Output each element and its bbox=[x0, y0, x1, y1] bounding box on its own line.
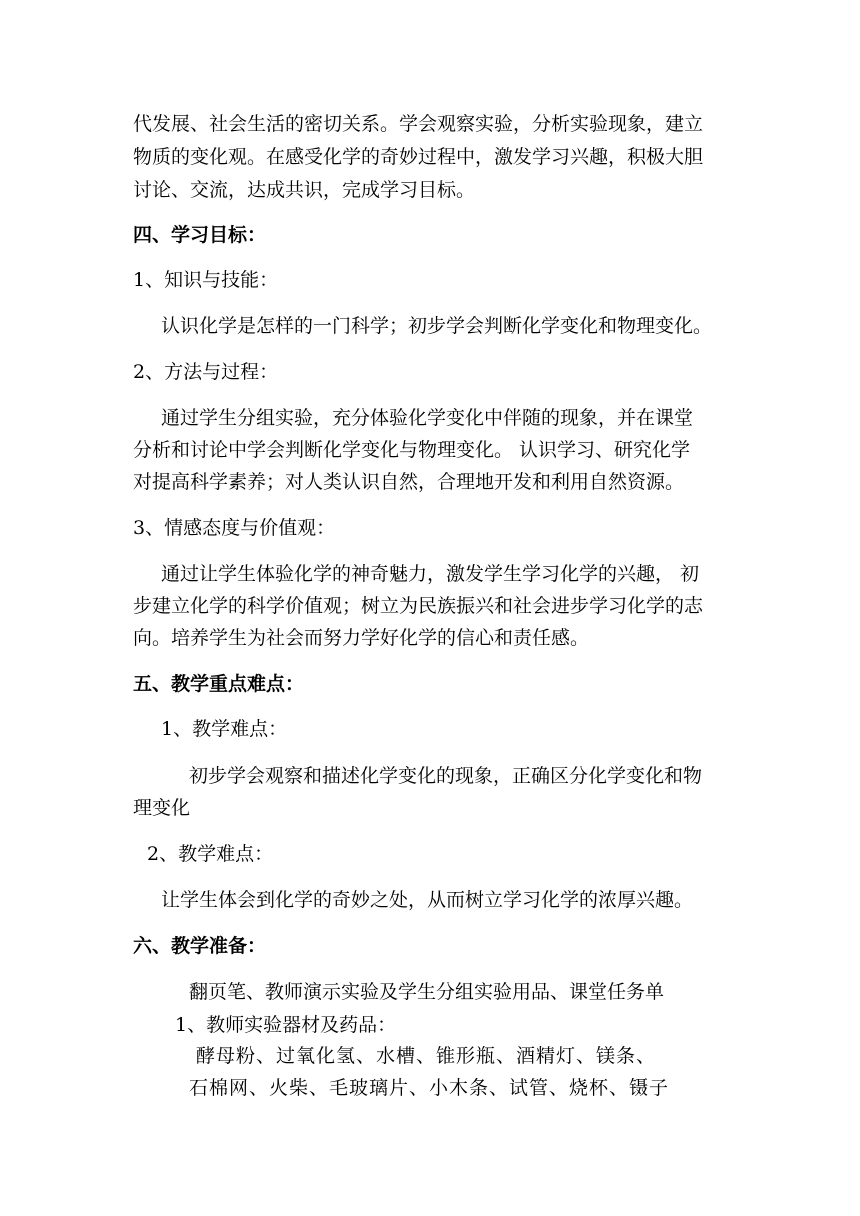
section-4-item-3-label: 3、情感态度与价值观： bbox=[133, 517, 336, 539]
section-6-line-1: 翻页笔、教师演示实验及学生分组实验用品、课堂任务单 bbox=[189, 981, 665, 1003]
section-4-item-3-line-2: 步建立化学的科学价值观；树立为民族振兴和社会进步学习化学的志 bbox=[133, 595, 704, 617]
section-4-item-3-line-3: 向。培养学生为社会而努力学好化学的信心和责任感。 bbox=[133, 627, 590, 649]
section-5-item-2-text: 让学生体会到化学的奇妙之处，从而树立学习化学的浓厚兴趣。 bbox=[161, 889, 694, 911]
section-6-heading: 六、教学准备： bbox=[133, 935, 267, 957]
section-4-item-1-label: 1、知识与技能： bbox=[133, 269, 279, 291]
section-4-item-3-line-1: 通过让学生体验化学的神奇魅力，激发学生学习化学的兴趣， 初 bbox=[161, 563, 700, 585]
section-4-item-2-line-1: 通过学生分组实验，充分体验化学变化中伴随的现象，并在课堂 bbox=[161, 407, 694, 429]
section-5-item-1-line-2: 理变化 bbox=[133, 797, 191, 819]
section-5-item-2-label: 2、教学难点： bbox=[147, 843, 274, 865]
section-6-sub-1-line-2: 石棉网、火柴、毛玻璃片、小木条、试管、烧杯、镊子 bbox=[189, 1077, 670, 1099]
section-6-sub-1-line-1: 酵母粉、过氧化氢、水槽、锥形瓶、酒精灯、镁条、 bbox=[196, 1045, 657, 1067]
intro-line-1: 代发展、社会生活的密切关系。学会观察实验，分析实验现象，建立 bbox=[133, 113, 704, 135]
section-4-item-1-text: 认识化学是怎样的一门科学；初步学会判断化学变化和物理变化。 bbox=[161, 315, 713, 337]
section-5-item-1-line-1: 初步学会观察和描述化学变化的现象，正确区分化学变化和物 bbox=[189, 765, 703, 787]
section-4-heading: 四、学习目标： bbox=[133, 224, 267, 246]
section-4-item-2-line-2: 分析和讨论中学会判断化学变化与物理变化。 认识学习、研究化学 bbox=[133, 439, 691, 461]
intro-line-2: 物质的变化观。在感受化学的奇妙过程中，激发学习兴趣，积极大胆 bbox=[133, 146, 704, 168]
section-6-sub-1-label: 1、教师实验器材及药品： bbox=[175, 1014, 397, 1036]
section-4-item-2-line-3: 对提高科学素养；对人类认识自然，合理地开发和利用自然资源。 bbox=[133, 471, 685, 493]
section-5-item-1-label: 1、教学难点： bbox=[161, 718, 288, 740]
section-4-item-2-label: 2、方法与过程： bbox=[133, 361, 279, 383]
section-5-heading: 五、教学重点难点： bbox=[133, 673, 305, 695]
intro-line-3: 讨论、交流，达成共识，完成学习目标。 bbox=[133, 179, 476, 201]
